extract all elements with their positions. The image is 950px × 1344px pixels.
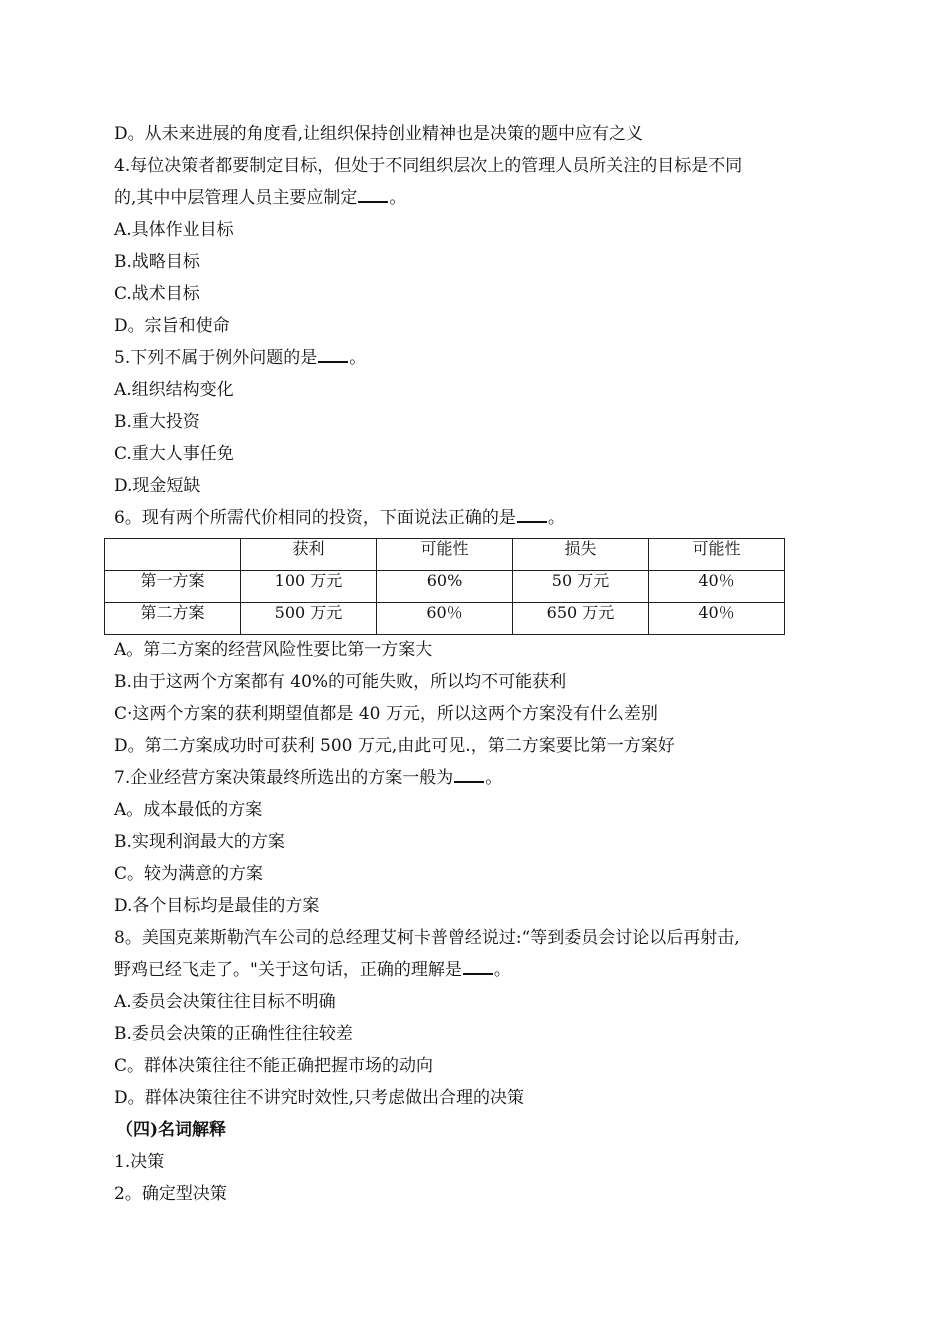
text-line xyxy=(114,826,824,858)
text-line xyxy=(114,278,824,310)
line-text-end: 。 xyxy=(485,768,503,788)
text-line xyxy=(114,1018,824,1050)
table-header-cell: 可能性 xyxy=(649,539,785,571)
line-text: 1.决策 xyxy=(114,1152,165,1172)
answer-blank xyxy=(463,961,493,975)
line-text-end: 。 xyxy=(389,188,407,208)
line-text: C。群体决策往往不能正确把握市场的动向 xyxy=(114,1056,434,1076)
table-cell: 100 万元 xyxy=(241,571,377,603)
line-text: B.重大投资 xyxy=(114,412,200,432)
table-cell: 500 万元 xyxy=(241,603,377,635)
line-text: A.委员会决策往往目标不明确 xyxy=(114,992,336,1012)
table-header-cell xyxy=(105,539,241,571)
line-text: A。第二方案的经营风险性要比第一方案大 xyxy=(114,640,433,660)
line-text: C。较为满意的方案 xyxy=(114,864,264,884)
table-header-cell: 可能性 xyxy=(377,539,513,571)
line-text: B.实现利润最大的方案 xyxy=(114,832,285,852)
table-cell: 60％ xyxy=(377,603,513,635)
line-text: C.重大人事任免 xyxy=(114,444,234,464)
answer-blank xyxy=(517,509,547,523)
text-block-before-table xyxy=(114,118,824,534)
investment-table xyxy=(104,538,785,635)
line-text: D。群体决策往往不讲究时效性,只考虑做出合理的决策 xyxy=(114,1088,525,1108)
table-header-cell: 获利 xyxy=(241,539,377,571)
line-text: D。宗旨和使命 xyxy=(114,316,230,336)
investment-table-wrapper xyxy=(104,538,785,635)
text-line xyxy=(114,794,824,826)
text-line xyxy=(114,1050,824,1082)
line-text: 2。确定型决策 xyxy=(114,1184,227,1204)
text-block-after-table xyxy=(114,634,824,1210)
text-line xyxy=(114,118,824,150)
table-header-row xyxy=(105,539,785,571)
text-line xyxy=(114,698,824,730)
text-line xyxy=(114,762,824,794)
text-line xyxy=(114,438,824,470)
line-text: B.由于这两个方案都有 40%的可能失败，所以均不可能获利 xyxy=(114,672,567,692)
text-line xyxy=(114,1178,824,1210)
text-line xyxy=(114,634,824,666)
text-line xyxy=(114,858,824,890)
text-line xyxy=(114,214,824,246)
line-text: 4.每位决策者都要制定目标，但处于不同组织层次上的管理人员所关注的目标是不同 xyxy=(114,156,743,176)
line-text: A。成本最低的方案 xyxy=(114,800,263,820)
text-line xyxy=(114,922,824,954)
text-line xyxy=(114,182,824,214)
line-text: 5.下列不属于例外问题的是 xyxy=(114,348,318,368)
line-text: A.具体作业目标 xyxy=(114,220,234,240)
line-text: 的,其中中层管理人员主要应制定 xyxy=(114,188,358,208)
text-line xyxy=(114,310,824,342)
line-text: D.现金短缺 xyxy=(114,476,201,496)
text-line xyxy=(114,406,824,438)
line-text: C·这两个方案的获利期望值都是 40 万元，所以这两个方案没有什么差别 xyxy=(114,704,658,724)
text-line xyxy=(114,986,824,1018)
text-line xyxy=(114,890,824,922)
table-header-cell: 损失 xyxy=(513,539,649,571)
line-text: 6。现有两个所需代价相同的投资，下面说法正确的是 xyxy=(114,508,516,528)
line-text: D.各个目标均是最佳的方案 xyxy=(114,896,320,916)
text-line xyxy=(114,954,824,986)
text-line xyxy=(114,502,824,534)
line-text: B.委员会决策的正确性往往较差 xyxy=(114,1024,353,1044)
line-text-end: 。 xyxy=(493,960,511,980)
table-row xyxy=(105,571,785,603)
line-text: B.战略目标 xyxy=(114,252,200,272)
table-cell: 650 万元 xyxy=(513,603,649,635)
text-line xyxy=(114,1146,824,1178)
answer-blank xyxy=(454,769,484,783)
line-text: A.组织结构变化 xyxy=(114,380,234,400)
answer-blank xyxy=(318,349,348,363)
line-text: D。第二方案成功时可获利 500 万元,由此可见.，第二方案要比第一方案好 xyxy=(114,736,675,756)
table-cell: 60% xyxy=(377,571,513,603)
line-text: 8。美国克莱斯勒汽车公司的总经理艾柯卡普曾经说过:“等到委员会讨论以后再射击, xyxy=(114,928,740,948)
line-text-end: 。 xyxy=(547,508,565,528)
text-line xyxy=(114,150,824,182)
table-row xyxy=(105,603,785,635)
text-line xyxy=(114,342,824,374)
table-cell: 第一方案 xyxy=(105,571,241,603)
text-line xyxy=(114,666,824,698)
line-text: C.战术目标 xyxy=(114,284,200,304)
table-cell: 50 万元 xyxy=(513,571,649,603)
table-cell: 第二方案 xyxy=(105,603,241,635)
line-text: （四)名词解释 xyxy=(116,1120,227,1140)
line-text: 7.企业经营方案决策最终所选出的方案一般为 xyxy=(114,768,454,788)
line-text: 野鸡已经飞走了。"关于这句话，正确的理解是 xyxy=(114,960,462,980)
line-text-end: 。 xyxy=(349,348,367,368)
section-heading xyxy=(114,1114,824,1146)
text-line xyxy=(114,730,824,762)
text-line xyxy=(114,1082,824,1114)
text-line xyxy=(114,246,824,278)
line-text: D。从未来进展的角度看,让组织保持创业精神也是决策的题中应有之义 xyxy=(114,124,644,144)
answer-blank xyxy=(358,189,388,203)
text-line xyxy=(114,374,824,406)
text-line xyxy=(114,470,824,502)
table-cell: 40％ xyxy=(649,571,785,603)
table-cell: 40％ xyxy=(649,603,785,635)
